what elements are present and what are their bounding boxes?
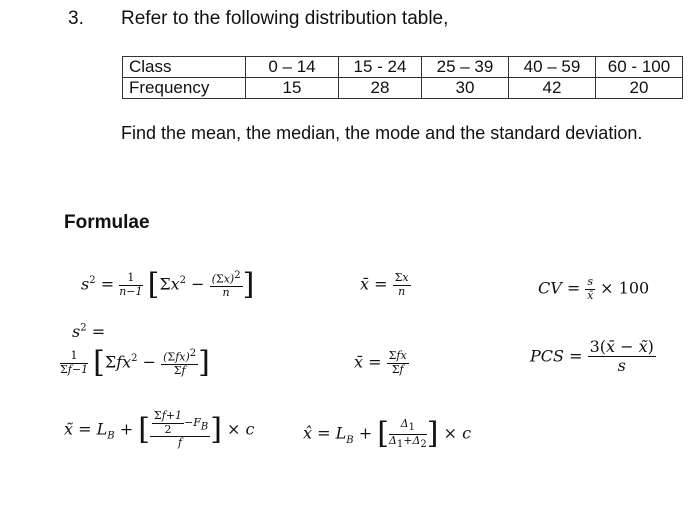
formula-variance-grouped-label: $s^2$ = — [72, 322, 106, 341]
formula-mean-ungrouped: x̄ = $\frac{\Sigma x}{n}$ — [360, 271, 409, 298]
table-row-frequency — [123, 78, 683, 99]
instruction-text: Find the mean, the median, the mode and the standard deviation. — [121, 123, 643, 143]
frequency-cell: 20 — [596, 78, 683, 99]
row-label: Frequency — [123, 78, 246, 99]
row-label: Class — [123, 57, 246, 78]
frequency-cell: 15 — [246, 78, 339, 99]
formula-median: x̃ = $L_B$ + [ $\frac{\Sigma f+1}{2}$ $-F_B$ f ] × c — [64, 409, 255, 450]
formula-pcs: PCS = $\frac{3(x̄ - x̃)}{s}$ — [530, 337, 654, 376]
class-cell: 15 - 24 — [339, 57, 422, 78]
distribution-table — [122, 56, 683, 99]
formula-cv: CV = $\frac{s}{x̄}$ × 100 — [538, 275, 650, 302]
formulae-title: Formulae — [64, 212, 150, 233]
frequency-cell: 42 — [509, 78, 596, 99]
formula-mean-grouped: x̄ = $\frac{\text{Σfx}}{\Sigma f}$ — [354, 349, 407, 376]
formula-variance-ungrouped: $s^2$ = $\frac{1}{n-1}$ [$\Sigma x^2$ − $\frac{(\Sigma x)^2}{n}$ ] — [81, 267, 255, 302]
question-text: Refer to the following distribution table, — [121, 8, 449, 29]
formula-variance-grouped: $\frac{1}{\Sigma f-1}$ [Σfx$^2$ − $\frac{(\Sigma fx)^2}{\Sigma f}$ ] — [60, 345, 210, 380]
class-cell: 25 – 39 — [422, 57, 509, 78]
table-row-class — [123, 57, 683, 78]
formula-mode: x̂ = $L_B$ + [ $\frac{\Delta_1}{\Delta_1+\Delta_2}$ ] × c — [303, 416, 472, 452]
class-cell: 60 - 100 — [596, 57, 683, 78]
class-cell: 40 – 59 — [509, 57, 596, 78]
frequency-cell: 28 — [339, 78, 422, 99]
class-cell: 0 – 14 — [246, 57, 339, 78]
frequency-cell: 30 — [422, 78, 509, 99]
question-number: 3. — [68, 8, 84, 29]
